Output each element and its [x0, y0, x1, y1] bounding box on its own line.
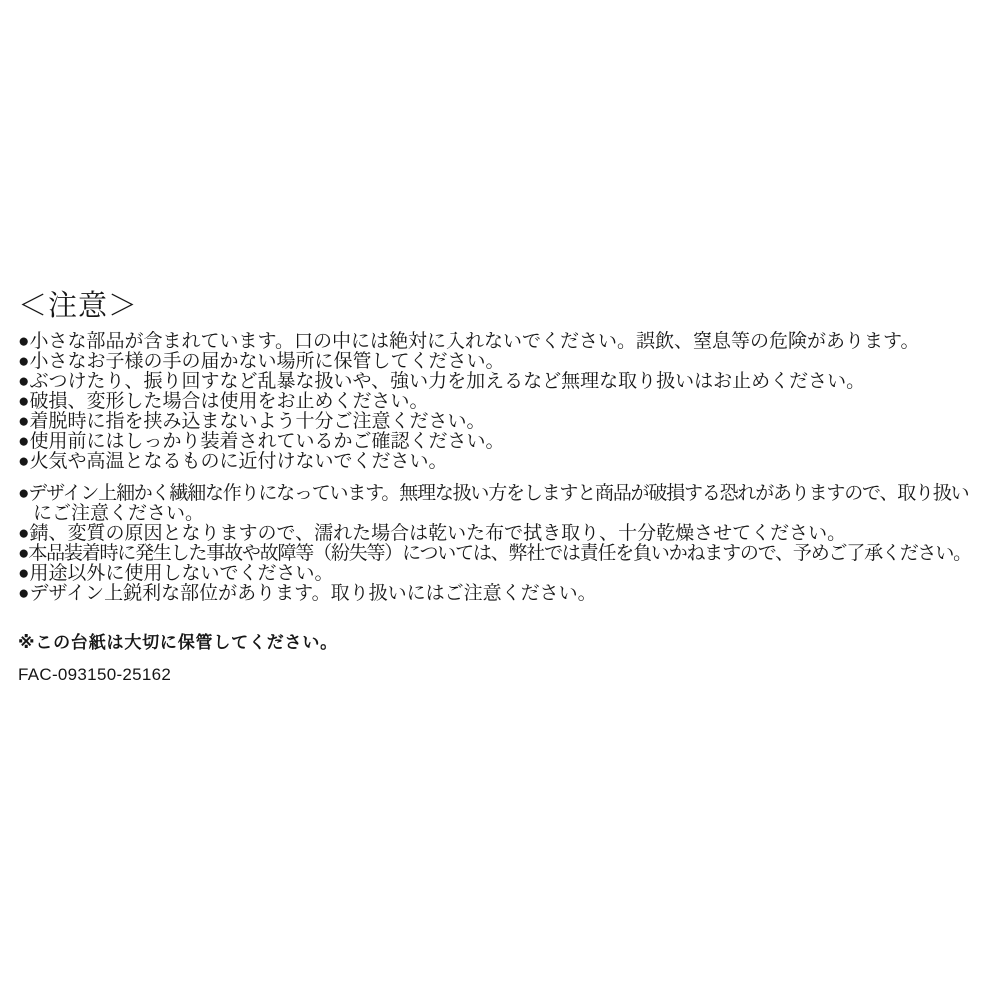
warning-item: ●火気や高温となるものに近付けないでください。	[18, 451, 448, 472]
warning-item-wrap: にご注意ください。	[33, 503, 205, 524]
warning-list-primary	[18, 332, 993, 472]
warning-item: ●錆、変質の原因となりますので、濡れた場合は乾いた布で拭き取り、十分乾燥させてください。	[18, 523, 847, 544]
warning-item: ●ぶつけたり、振り回すなど乱暴な扱いや、強い力を加えるなど無理な取り扱いはお止めください。	[18, 371, 866, 392]
warning-item: ●用途以外に使用しないでください。	[18, 563, 334, 584]
warning-item: ●破損、変形した場合は使用をお止めください。	[18, 391, 429, 412]
warning-item: ●使用前にはしっかり装着されているかご確認ください。	[18, 431, 505, 452]
warning-item: ●着脱時に指を挟み込まないよう十分ご注意ください。	[18, 411, 486, 432]
warning-item: ●小さなお子様の手の届かない場所に保管してください。	[18, 351, 505, 372]
warning-item: ●デザイン上細かく繊細な作りになっています。無理な扱い方をしますと商品が破損する恐れがありますので、取り扱い	[18, 483, 969, 504]
warning-item: ●デザイン上鋭利な部位があります。取り扱いにはご注意ください。	[18, 583, 597, 604]
caution-title: ＜注意＞	[18, 290, 139, 322]
warning-item: ●本品装着時に発生した事故や故障等（紛失等）については、弊社では責任を負いかねますので、予めご了承ください。	[18, 543, 971, 564]
caution-card-content	[18, 291, 993, 684]
retention-note: ※この台紙は大切に保管してください。	[18, 633, 338, 652]
warning-item: ●小さな部品が含まれています。口の中には絶対に入れないでください。誤飲、窒息等の危険があります。	[18, 331, 920, 352]
product-code: FAC-093150-25162	[18, 665, 172, 684]
warning-list-secondary	[18, 484, 993, 604]
